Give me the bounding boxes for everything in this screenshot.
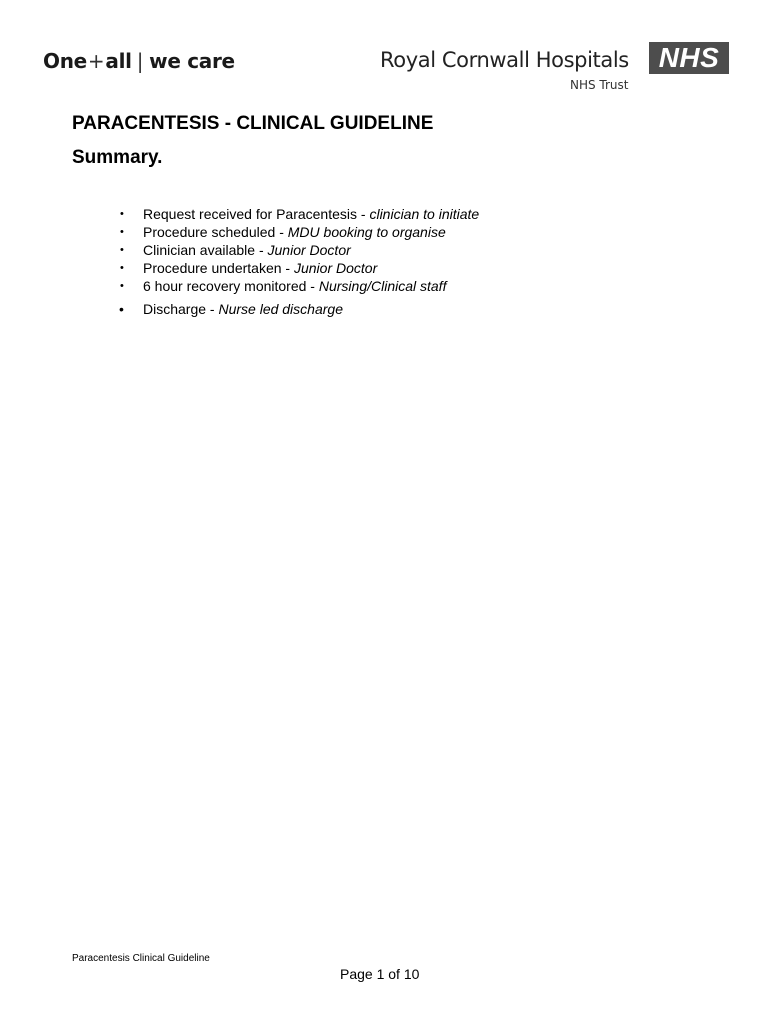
slogan-part-we-care: we care xyxy=(149,49,235,73)
bullet-icon: • xyxy=(120,208,124,220)
bullet-icon: • xyxy=(120,280,124,292)
footer-document-name: Paracentesis Clinical Guideline xyxy=(72,953,210,964)
bullet-icon: • xyxy=(120,226,124,238)
list-item-role: Junior Doctor xyxy=(267,242,351,258)
list-item-role: Junior Doctor xyxy=(293,260,378,276)
list-item-action: 6 hour recovery monitored - xyxy=(143,278,319,294)
nhs-logo: NHS xyxy=(649,42,729,74)
list-item-text xyxy=(143,241,351,259)
slogan-separator: | xyxy=(136,49,144,73)
organisation-subtitle: NHS Trust xyxy=(570,78,629,92)
document-subtitle: Summary. xyxy=(72,147,163,168)
list-item-role: Nursing/Clinical staff xyxy=(318,278,447,294)
list-item-action: Clinician available - xyxy=(143,242,268,258)
list-item-text xyxy=(143,259,377,277)
organisation-block xyxy=(380,46,640,92)
bullet-icon: • xyxy=(119,301,124,317)
list-item-role: clinician to initiate xyxy=(369,206,480,222)
list-item-action: Request received for Paracentesis - xyxy=(143,206,370,222)
list-item-action: Procedure scheduled - xyxy=(143,224,288,240)
footer-page-number: Page 1 of 10 xyxy=(340,966,420,982)
bullet-icon: • xyxy=(120,262,124,274)
bullet-icon: • xyxy=(120,244,124,256)
slogan-part-all: all xyxy=(105,49,132,73)
slogan-plus: + xyxy=(87,49,105,73)
list-item-text xyxy=(143,277,446,295)
document-title: PARACENTESIS - CLINICAL GUIDELINE xyxy=(72,113,434,134)
list-item-role: Nurse led discharge xyxy=(218,301,343,317)
list-item-text xyxy=(143,223,446,241)
list-item-text xyxy=(143,205,479,223)
organisation-name: Royal Cornwall Hospitals xyxy=(380,48,629,72)
trust-slogan xyxy=(43,47,235,75)
list-item-action: Discharge - xyxy=(143,301,219,317)
slogan-part-one: One xyxy=(43,49,87,73)
list-item-text xyxy=(143,300,343,318)
list-item-action: Procedure undertaken - xyxy=(143,260,294,276)
list-item-role: MDU booking to organise xyxy=(287,224,446,240)
